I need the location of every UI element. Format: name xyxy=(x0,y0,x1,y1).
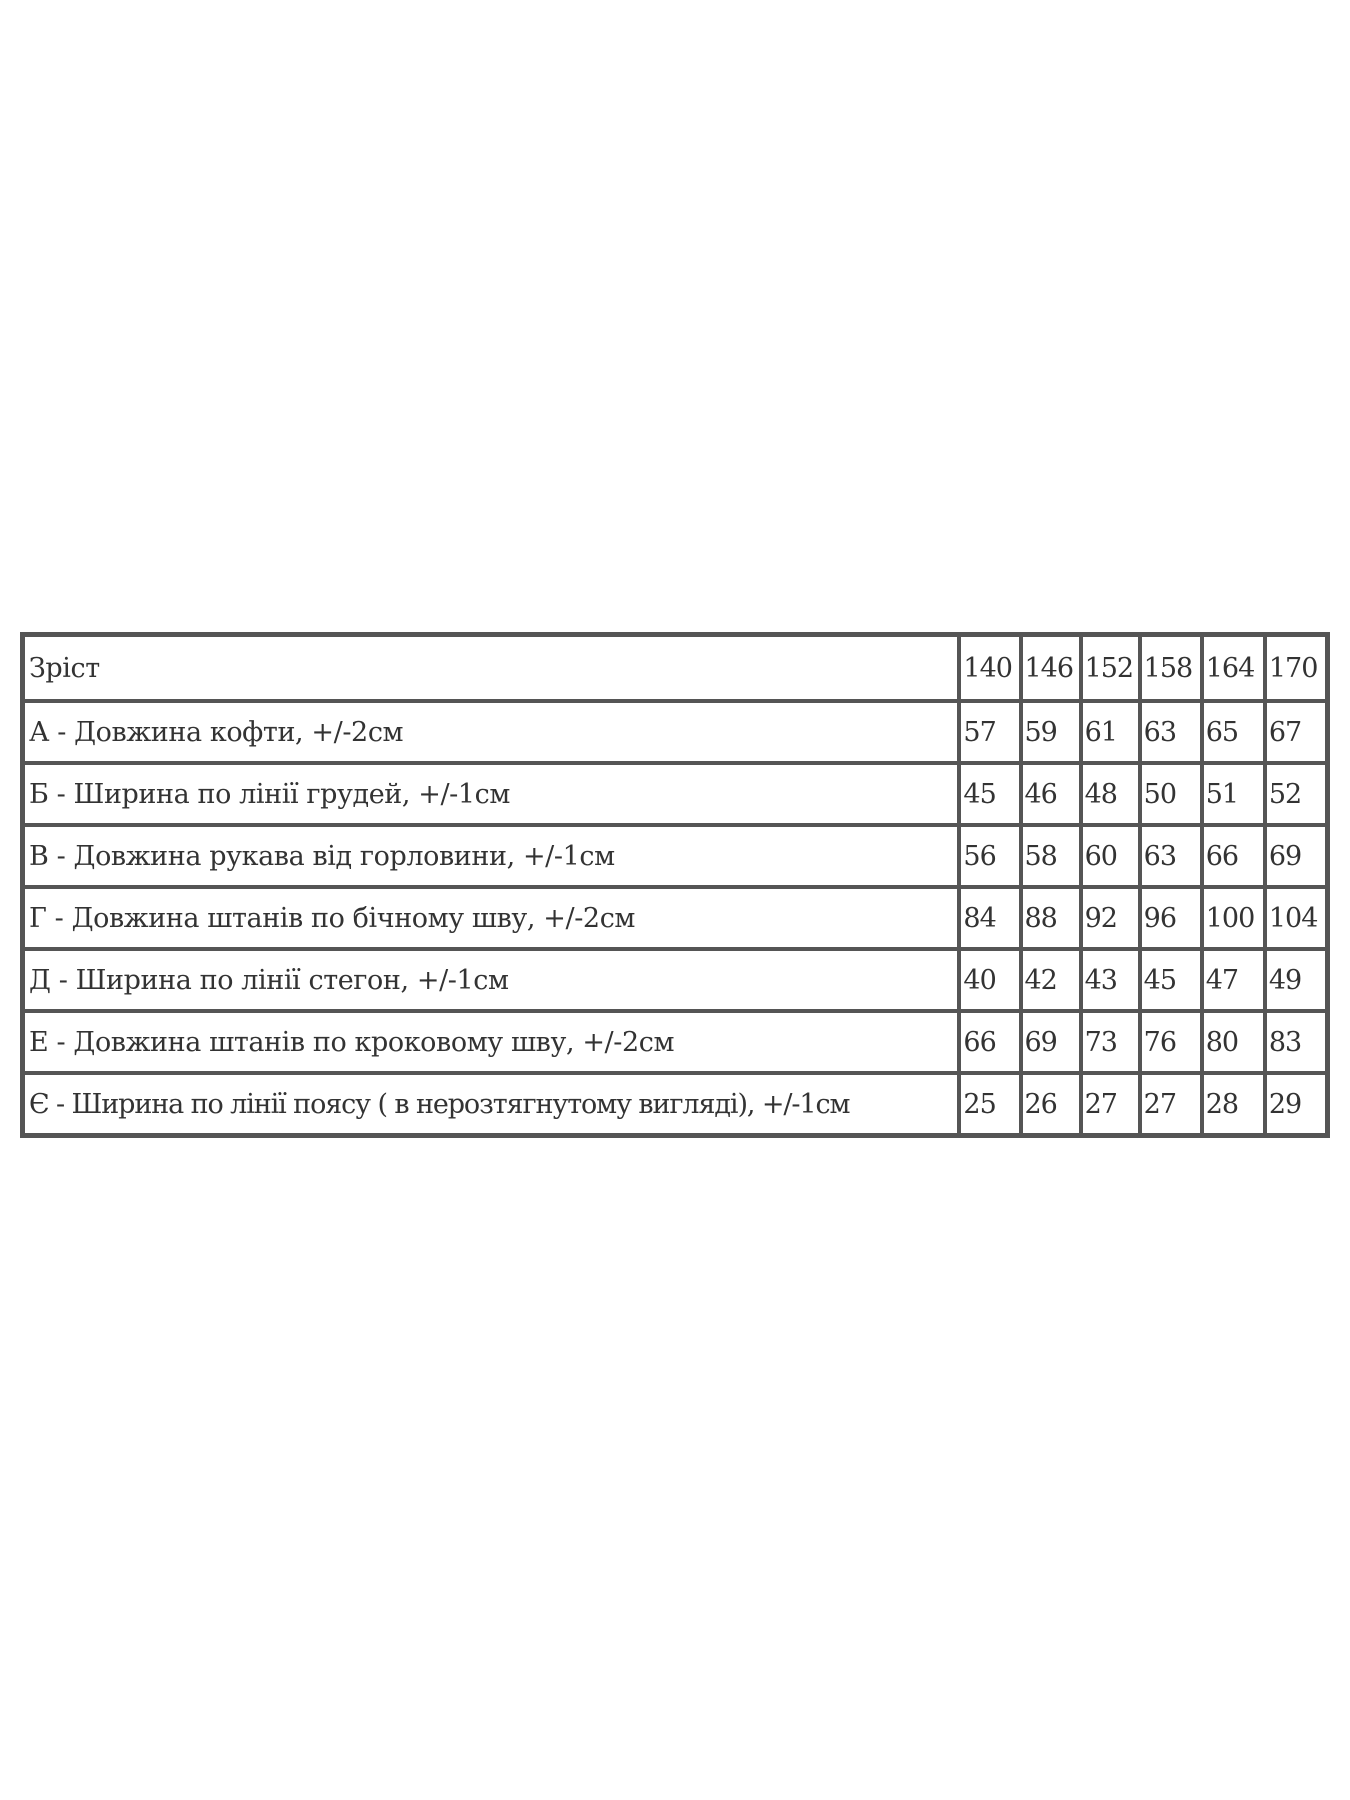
measurement-value: 25 xyxy=(959,1073,1020,1135)
table-row xyxy=(23,701,1327,763)
measurement-value: 48 xyxy=(1081,763,1140,825)
measurement-value: 56 xyxy=(959,825,1020,887)
measurement-value: 92 xyxy=(1081,887,1140,949)
measurement-value: 84 xyxy=(959,887,1020,949)
table-row xyxy=(23,949,1327,1011)
header-size-cell: 140 xyxy=(959,635,1020,701)
measurement-value: 73 xyxy=(1081,1011,1140,1073)
measurement-value: 100 xyxy=(1202,887,1265,949)
measurement-value: 42 xyxy=(1021,949,1081,1011)
measurement-value: 43 xyxy=(1081,949,1140,1011)
measurement-label: Є - Ширина по лінії поясу ( в нерозтягнутому вигляді), +/-1см xyxy=(23,1073,959,1135)
measurement-value: 27 xyxy=(1140,1073,1202,1135)
measurement-value: 83 xyxy=(1265,1011,1327,1073)
measurement-value: 69 xyxy=(1265,825,1327,887)
measurement-value: 46 xyxy=(1021,763,1081,825)
measurement-label: Д - Ширина по лінії стегон, +/-1см xyxy=(23,949,959,1011)
header-size-cell: 170 xyxy=(1265,635,1327,701)
measurement-value: 61 xyxy=(1081,701,1140,763)
header-size-cell: 146 xyxy=(1021,635,1081,701)
header-size-cell: 164 xyxy=(1202,635,1265,701)
header-label-cell: Зріст xyxy=(23,635,959,701)
measurement-value: 45 xyxy=(959,763,1020,825)
measurement-label: А - Довжина кофти, +/-2см xyxy=(23,701,959,763)
table-header-row xyxy=(23,635,1327,701)
measurement-value: 52 xyxy=(1265,763,1327,825)
measurement-value: 29 xyxy=(1265,1073,1327,1135)
measurement-label: Е - Довжина штанів по кроковому шву, +/-2см xyxy=(23,1011,959,1073)
measurement-value: 40 xyxy=(959,949,1020,1011)
measurement-value: 66 xyxy=(959,1011,1020,1073)
measurement-value: 57 xyxy=(959,701,1020,763)
measurement-value: 65 xyxy=(1202,701,1265,763)
measurement-value: 51 xyxy=(1202,763,1265,825)
measurement-value: 69 xyxy=(1021,1011,1081,1073)
measurement-value: 45 xyxy=(1140,949,1202,1011)
measurement-value: 28 xyxy=(1202,1073,1265,1135)
measurement-value: 26 xyxy=(1021,1073,1081,1135)
header-size-cell: 158 xyxy=(1140,635,1202,701)
table-row xyxy=(23,1073,1327,1135)
size-chart-table xyxy=(20,632,1330,1138)
measurement-value: 76 xyxy=(1140,1011,1202,1073)
measurement-value: 63 xyxy=(1140,825,1202,887)
measurement-value: 59 xyxy=(1021,701,1081,763)
measurement-label: Г - Довжина штанів по бічному шву, +/-2см xyxy=(23,887,959,949)
measurement-value: 50 xyxy=(1140,763,1202,825)
measurement-value: 96 xyxy=(1140,887,1202,949)
measurement-value: 67 xyxy=(1265,701,1327,763)
table-row xyxy=(23,825,1327,887)
measurement-value: 58 xyxy=(1021,825,1081,887)
measurement-value: 27 xyxy=(1081,1073,1140,1135)
table-row xyxy=(23,1011,1327,1073)
header-size-cell: 152 xyxy=(1081,635,1140,701)
table-row xyxy=(23,887,1327,949)
measurement-value: 63 xyxy=(1140,701,1202,763)
measurement-label: Б - Ширина по лінії грудей, +/-1см xyxy=(23,763,959,825)
measurement-value: 80 xyxy=(1202,1011,1265,1073)
measurement-value: 66 xyxy=(1202,825,1265,887)
table-row xyxy=(23,763,1327,825)
measurement-value: 47 xyxy=(1202,949,1265,1011)
measurement-value: 104 xyxy=(1265,887,1327,949)
measurement-value: 88 xyxy=(1021,887,1081,949)
measurement-label: В - Довжина рукава від горловини, +/-1см xyxy=(23,825,959,887)
measurement-value: 49 xyxy=(1265,949,1327,1011)
measurement-value: 60 xyxy=(1081,825,1140,887)
